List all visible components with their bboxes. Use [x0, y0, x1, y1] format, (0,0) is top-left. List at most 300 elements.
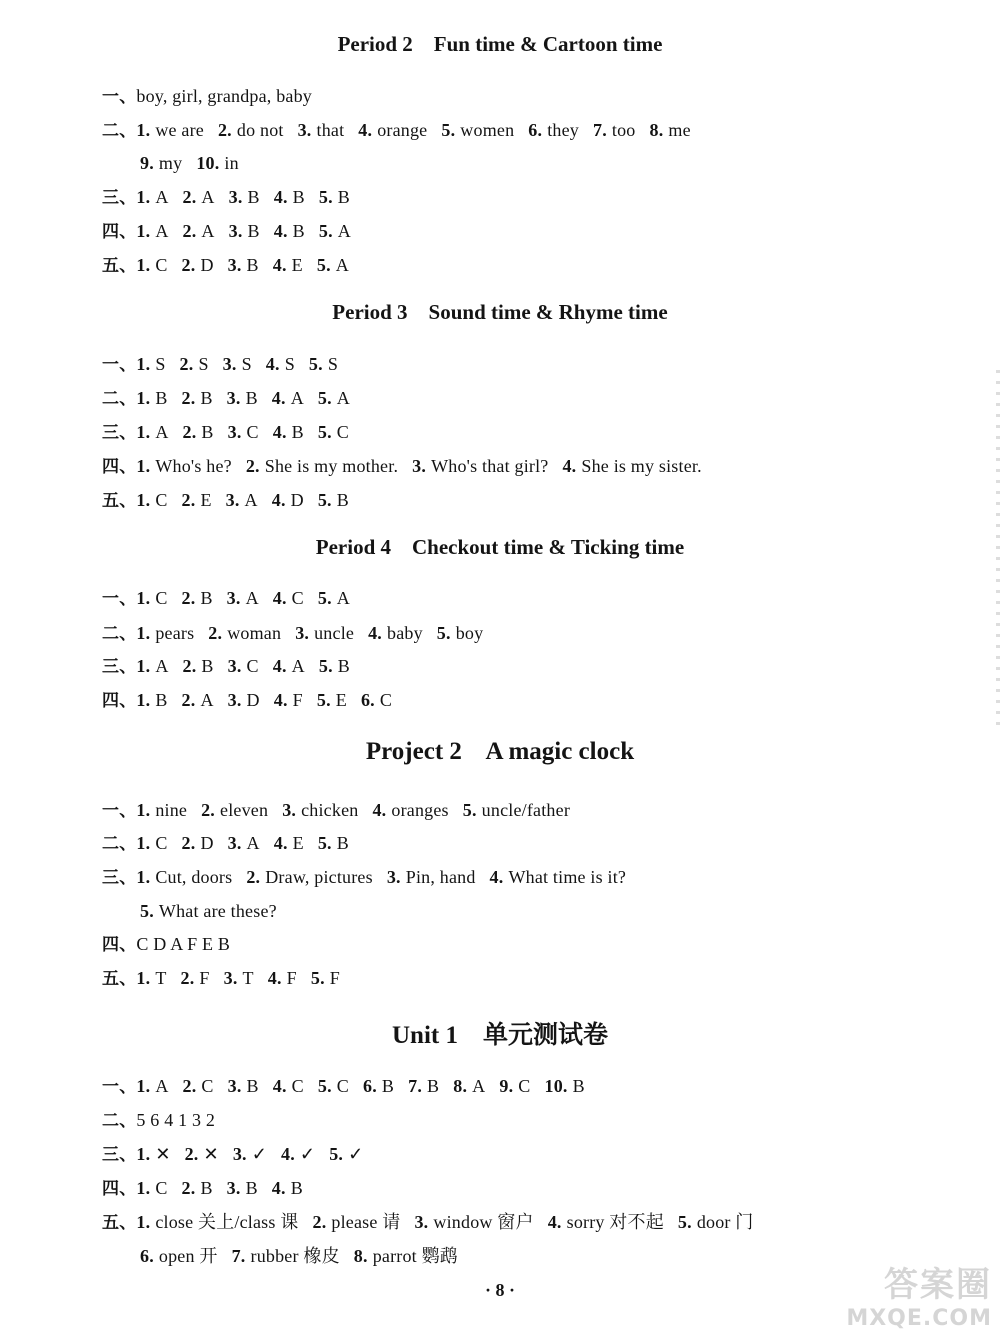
item-answer: C — [246, 422, 259, 442]
answer-item — [274, 834, 304, 854]
answer-item — [136, 491, 167, 511]
answer-line: 三、1. A 2. B 3. C 4. B 5. C — [102, 422, 350, 443]
item-answer: me — [668, 120, 691, 140]
watermark-url: MXQE.COM — [846, 1306, 992, 1331]
item-number: 3. — [222, 354, 237, 374]
answer-line: 二、5 6 4 1 3 2 — [102, 1110, 216, 1131]
answer-item — [273, 1077, 304, 1097]
item-number: 2. — [181, 690, 196, 710]
answer-item — [273, 589, 304, 609]
answer-item — [318, 834, 349, 854]
answer-item — [593, 121, 636, 141]
item-answer: A — [244, 490, 258, 510]
answer-item — [227, 389, 258, 409]
item-number: 8. — [453, 1076, 468, 1096]
item-answer: E — [200, 490, 212, 510]
item-answer: A — [245, 588, 259, 608]
item-answer: A — [155, 221, 169, 241]
item-answer: B — [155, 690, 168, 710]
unit-1-test-title: Unit 1 单元测试卷 — [392, 1022, 608, 1049]
item-number: 1. — [136, 968, 151, 988]
project-2-title: Project 2 A magic clock — [365, 738, 635, 765]
item-answer: She is my mother. — [264, 456, 399, 476]
answer-item — [228, 657, 259, 677]
item-answer: window 窗户 — [433, 1212, 534, 1232]
item-answer: Who's he? — [155, 456, 232, 476]
item-number: 3. — [412, 456, 427, 476]
answer-item — [201, 801, 268, 821]
item-answer: ✓ — [251, 1144, 268, 1164]
item-number: 5. — [317, 422, 332, 442]
item-number: 1. — [136, 456, 151, 476]
answer-line: 三、1. ✕ 2. ✕ 3. ✓ 4. ✓ 5. ✓ — [102, 1144, 364, 1165]
item-number: 5. — [677, 1212, 692, 1232]
item-answer: F — [329, 968, 340, 988]
item-number: 1. — [136, 187, 151, 207]
answer-item — [453, 1077, 485, 1097]
item-number: 5. — [436, 623, 451, 643]
item-answer: B — [200, 588, 213, 608]
answer-line: 三、1. Cut, doors 2. Draw, pictures 3. Pin, hand 4. What time is it? — [102, 867, 627, 888]
item-answer: Who's that girl? — [431, 456, 549, 476]
item-answer: B — [292, 187, 305, 207]
answer-line: 三、1. A 2. B 3. C 4. A 5. B — [102, 656, 350, 677]
item-answer: C — [379, 690, 393, 710]
item-answer: orange — [377, 120, 428, 140]
item-number: 3. — [227, 690, 242, 710]
answer-item — [136, 935, 230, 955]
item-number: 1. — [136, 221, 151, 241]
item-answer: parrot 鹦鹉 — [372, 1246, 458, 1266]
answer-item — [183, 222, 215, 242]
answer-item — [281, 1145, 315, 1165]
item-number: 1. — [136, 656, 151, 676]
item-answer: pears — [155, 623, 195, 643]
answer-item — [274, 188, 305, 208]
answer-item — [363, 1077, 394, 1097]
answer-item — [136, 691, 167, 711]
answer-item — [528, 121, 579, 141]
answer-item — [354, 1247, 458, 1267]
item-answer: D — [200, 255, 214, 275]
item-number: 6. — [528, 120, 543, 140]
item-answer: S — [327, 354, 339, 374]
item-number: 8. — [649, 120, 664, 140]
item-answer: B — [572, 1076, 585, 1096]
scan-edge-marks — [996, 370, 1000, 730]
answer-item — [183, 423, 214, 443]
item-answer: that — [316, 120, 345, 140]
item-answer: B — [292, 221, 305, 241]
item-number: 2. — [179, 354, 194, 374]
item-number: 4. — [272, 1076, 287, 1096]
period-3-title: Period 3 Sound time & Rhyme time — [332, 300, 668, 324]
answer-item — [196, 154, 239, 174]
answer-item — [650, 121, 691, 141]
answer-line: 一、1. S 2. S 3. S 4. S 5. S — [102, 354, 339, 375]
answer-line: 四、C D A F E B — [102, 934, 231, 955]
item-number: 2. — [182, 1076, 197, 1096]
item-answer: Pin, hand — [405, 867, 476, 887]
item-answer: they — [547, 120, 579, 140]
item-number: 4. — [272, 422, 287, 442]
answer-item — [228, 691, 260, 711]
item-answer: B — [336, 833, 349, 853]
item-number: 1. — [136, 800, 151, 820]
answer-item — [136, 1111, 215, 1131]
answer-item — [319, 657, 350, 677]
item-number: 4. — [273, 690, 288, 710]
item-number: 3. — [223, 968, 238, 988]
item-answer: B — [201, 656, 214, 676]
item-number: 4. — [272, 588, 287, 608]
item-answer: Cut, doors — [155, 867, 233, 887]
item-answer: B — [246, 255, 259, 275]
item-answer: A — [336, 388, 350, 408]
item-answer: C — [155, 1178, 168, 1198]
watermark-logo — [822, 1257, 992, 1331]
answer-line: 二、1. we are 2. do not 3. that 4. orange 5. women 6. they 7. too 8. me — [102, 120, 691, 141]
answer-item — [318, 491, 349, 511]
item-answer: A — [472, 1076, 486, 1096]
answer-item — [136, 1145, 170, 1165]
item-number: 7. — [408, 1076, 423, 1096]
answer-item — [136, 256, 167, 276]
item-number: 4. — [368, 623, 382, 643]
item-answer: too — [611, 120, 636, 140]
answer-item — [266, 355, 295, 375]
item-number: 3. — [226, 388, 241, 408]
item-number: 2. — [182, 187, 197, 207]
item-answer: women — [460, 120, 515, 140]
item-number: 3. — [227, 422, 242, 442]
answer-item — [295, 624, 354, 644]
item-answer: B — [247, 187, 260, 207]
item-number: 5. — [329, 1144, 344, 1164]
item-number: 1. — [136, 354, 151, 374]
item-answer: sorry 对不起 — [566, 1212, 664, 1232]
item-answer: woman — [227, 623, 282, 643]
answer-item — [273, 256, 303, 276]
answer-line: 一、1. C 2. B 3. A 4. C 5. A — [102, 588, 350, 609]
answer-item — [273, 423, 304, 443]
item-number: 2. — [201, 800, 216, 820]
answer-item — [272, 389, 304, 409]
answer-item — [182, 834, 214, 854]
item-number: 4. — [267, 968, 282, 988]
item-answer: A — [155, 422, 169, 442]
item-number: 4. — [281, 1144, 295, 1164]
answer-item — [182, 389, 213, 409]
answer-item — [361, 691, 392, 711]
item-answer: B — [247, 221, 260, 241]
item-number: 3. — [226, 1178, 241, 1198]
item-number: 2. — [181, 388, 196, 408]
answer-item — [368, 624, 423, 644]
item-number: 2. — [208, 623, 223, 643]
item-answer: B — [200, 1178, 213, 1198]
item-answer: please 请 — [331, 1212, 401, 1232]
answer-line-continued — [140, 148, 253, 178]
item-number: 4. — [271, 490, 286, 510]
item-answer: T — [242, 968, 254, 988]
item-number: 6. — [140, 1246, 154, 1266]
item-answer: What time is it? — [508, 867, 627, 887]
item-number: 2. — [181, 255, 196, 275]
item-number: 1. — [136, 490, 151, 510]
answer-item — [223, 355, 252, 375]
item-answer: door 门 — [696, 1212, 754, 1232]
answer-item — [224, 969, 254, 989]
item-answer: 5 6 4 1 3 2 — [136, 1110, 216, 1130]
item-answer: C — [155, 255, 168, 275]
item-answer: A — [201, 187, 215, 207]
answer-item — [228, 1077, 259, 1097]
item-answer: ✕ — [155, 1144, 171, 1164]
answer-item — [136, 355, 165, 375]
answer-line: 四、1. C 2. B 3. B 4. B — [102, 1178, 303, 1199]
answer-item — [182, 491, 212, 511]
answer-item — [183, 1077, 214, 1097]
item-number: 5. — [317, 1076, 332, 1096]
answer-item — [180, 355, 209, 375]
answer-item — [136, 589, 167, 609]
answer-item — [136, 1179, 167, 1199]
answer-item — [228, 423, 259, 443]
answer-line: 五、1. T 2. F 3. T 4. F 5. F — [102, 968, 340, 989]
item-answer: B — [290, 1178, 303, 1198]
item-number: 2. — [181, 588, 196, 608]
item-answer: nine — [155, 800, 188, 820]
item-number: 3. — [228, 187, 243, 207]
answer-item — [372, 801, 448, 821]
answer-item — [182, 589, 213, 609]
answer-line: 一、1. nine 2. eleven 3. chicken 4. oranges 5. uncle/father — [102, 800, 571, 821]
item-number: 5. — [316, 255, 331, 275]
item-answer: D — [200, 833, 214, 853]
item-number: 2. — [181, 490, 196, 510]
answer-item — [140, 1247, 218, 1267]
answer-item — [136, 423, 168, 443]
item-number: 4. — [271, 1178, 286, 1198]
answer-item — [227, 589, 259, 609]
item-number: 5. — [462, 800, 477, 820]
item-number: 7. — [593, 120, 607, 140]
item-answer: B — [291, 422, 304, 442]
item-number: 2. — [181, 1178, 196, 1198]
answer-item — [272, 1179, 303, 1199]
answer-item — [228, 834, 260, 854]
item-answer: D — [246, 690, 260, 710]
answer-item — [136, 868, 232, 888]
item-answer: oranges — [391, 800, 449, 820]
answer-item — [136, 457, 231, 477]
answer-item — [233, 1145, 267, 1165]
item-number: 2. — [182, 221, 197, 241]
item-number: 2. — [245, 456, 260, 476]
item-answer: C — [291, 1076, 304, 1096]
item-number: 4. — [272, 656, 287, 676]
answer-line: 三、1. A 2. A 3. B 4. B 5. B — [102, 187, 350, 208]
answer-line: 四、1. B 2. A 3. D 4. F 5. E 6. C — [102, 690, 393, 711]
item-answer: B — [336, 490, 349, 510]
item-answer: C — [155, 490, 168, 510]
answer-item — [414, 1213, 533, 1233]
answer-line: 五、1. C 2. D 3. B 4. E 5. A — [102, 255, 349, 276]
answer-line-continued — [140, 1241, 472, 1271]
item-number: 5. — [317, 588, 332, 608]
item-number: 3. — [227, 656, 242, 676]
item-number: 2. — [312, 1212, 327, 1232]
item-answer: rubber 橡皮 — [250, 1246, 340, 1266]
item-answer: C — [155, 588, 168, 608]
item-number: 5. — [316, 690, 331, 710]
item-number: 3. — [232, 1144, 247, 1164]
answer-item — [218, 121, 284, 141]
item-answer: B — [337, 656, 350, 676]
answer-item — [298, 121, 345, 141]
item-number: 1. — [136, 867, 151, 887]
item-number: 5. — [318, 187, 333, 207]
item-answer: open 开 — [158, 1246, 218, 1266]
answer-item — [441, 121, 514, 141]
answer-line: 二、1. B 2. B 3. B 4. A 5. A — [102, 388, 350, 409]
answer-item — [136, 188, 168, 208]
answer-item — [329, 1145, 363, 1165]
item-number: 5. — [317, 490, 332, 510]
answer-item — [181, 969, 210, 989]
answer-line-continued — [140, 896, 291, 926]
answer-item — [208, 624, 281, 644]
item-answer: eleven — [220, 800, 269, 820]
item-number: 2. — [180, 968, 195, 988]
item-answer: C — [336, 1076, 350, 1096]
answer-item — [317, 691, 347, 711]
answer-item — [182, 256, 214, 276]
answer-item — [229, 188, 260, 208]
answer-line: 一、1. A 2. C 3. B 4. C 5. C 6. B 7. B 8. A 9. C 10. B — [102, 1076, 585, 1097]
item-answer: S — [284, 354, 295, 374]
item-number: 5. — [318, 656, 333, 676]
item-number: 6. — [363, 1076, 377, 1096]
item-number: 2. — [182, 656, 197, 676]
item-number: 2. — [181, 833, 196, 853]
item-answer: A — [200, 690, 214, 710]
item-answer: B — [246, 1076, 259, 1096]
item-answer: A — [155, 656, 169, 676]
item-number: 1. — [136, 388, 151, 408]
item-number: 4. — [273, 833, 288, 853]
item-number: 9. — [499, 1076, 514, 1096]
item-number: 3. — [227, 255, 242, 275]
item-answer: uncle/father — [481, 800, 571, 820]
answer-item — [317, 256, 349, 276]
answer-line: 二、1. pears 2. woman 3. uncle 4. baby 5. boy — [102, 623, 484, 644]
item-number: 1. — [136, 1212, 151, 1232]
item-number: 4. — [562, 456, 577, 476]
item-answer: F — [199, 968, 210, 988]
item-answer: ✕ — [203, 1144, 219, 1164]
item-answer: B — [381, 1076, 395, 1096]
item-number: 2. — [182, 422, 197, 442]
answer-line: 四、1. Who's he? 2. She is my mother. 3. Who's that girl? 4. She is my sister. — [102, 456, 702, 477]
answer-item — [136, 222, 168, 242]
item-answer: A — [201, 221, 215, 241]
item-answer: S — [241, 354, 252, 374]
item-number: 2. — [246, 867, 261, 887]
item-answer: C — [336, 422, 350, 442]
period-2-title: Period 2 Fun time & Cartoon time — [337, 32, 663, 56]
answer-line: 一、boy, girl, grandpa, baby — [102, 86, 312, 107]
item-number: 3. — [227, 1076, 242, 1096]
answer-item — [562, 457, 701, 477]
item-number: 4. — [273, 187, 288, 207]
answer-item — [136, 657, 168, 677]
item-answer: boy, girl, grandpa, baby — [136, 86, 312, 106]
item-number: 4. — [265, 354, 280, 374]
answer-item — [309, 355, 338, 375]
item-number: 3. — [282, 800, 297, 820]
item-number: 1. — [136, 690, 151, 710]
answer-item — [136, 389, 167, 409]
item-answer: A — [155, 187, 169, 207]
item-answer: A — [336, 588, 350, 608]
answer-item — [318, 423, 349, 443]
item-number: 1. — [136, 588, 151, 608]
item-number: 2. — [184, 1144, 199, 1164]
answer-item — [136, 1213, 298, 1233]
item-answer: close 关上/class 课 — [155, 1212, 299, 1232]
answer-item — [136, 969, 166, 989]
item-number: 3. — [386, 867, 401, 887]
answer-item — [182, 691, 214, 711]
answer-item — [268, 969, 297, 989]
item-answer: A — [291, 656, 305, 676]
item-answer: F — [292, 690, 303, 710]
item-number: 3. — [228, 221, 243, 241]
answer-item — [136, 1077, 168, 1097]
item-answer: F — [286, 968, 297, 988]
item-answer: B — [337, 187, 350, 207]
item-answer: C — [201, 1076, 214, 1096]
answer-item — [319, 222, 351, 242]
answer-item — [246, 457, 398, 477]
answer-item — [282, 801, 358, 821]
item-number: 5. — [310, 968, 325, 988]
answer-item — [311, 969, 340, 989]
item-answer: ✓ — [348, 1144, 364, 1164]
item-number: 3. — [414, 1212, 429, 1232]
item-number: 1. — [136, 1076, 151, 1096]
item-answer: She is my sister. — [581, 456, 702, 476]
item-answer: A — [335, 255, 349, 275]
answer-line: 二、1. C 2. D 3. A 4. E 5. B — [102, 833, 349, 854]
item-number: 5. — [140, 901, 154, 921]
item-answer: do not — [236, 120, 284, 140]
answer-item — [313, 1213, 401, 1233]
item-number: 1. — [136, 1178, 151, 1198]
item-answer: S — [155, 354, 166, 374]
answer-item — [229, 222, 260, 242]
answer-item — [140, 154, 182, 174]
item-number: 3. — [225, 490, 240, 510]
period-4-title: Period 4 Checkout time & Ticking time — [315, 535, 685, 559]
item-number: 1. — [136, 623, 151, 643]
answer-item — [319, 188, 350, 208]
item-answer: C — [291, 588, 304, 608]
item-number: 4. — [271, 388, 286, 408]
item-number: 10. — [196, 153, 220, 173]
